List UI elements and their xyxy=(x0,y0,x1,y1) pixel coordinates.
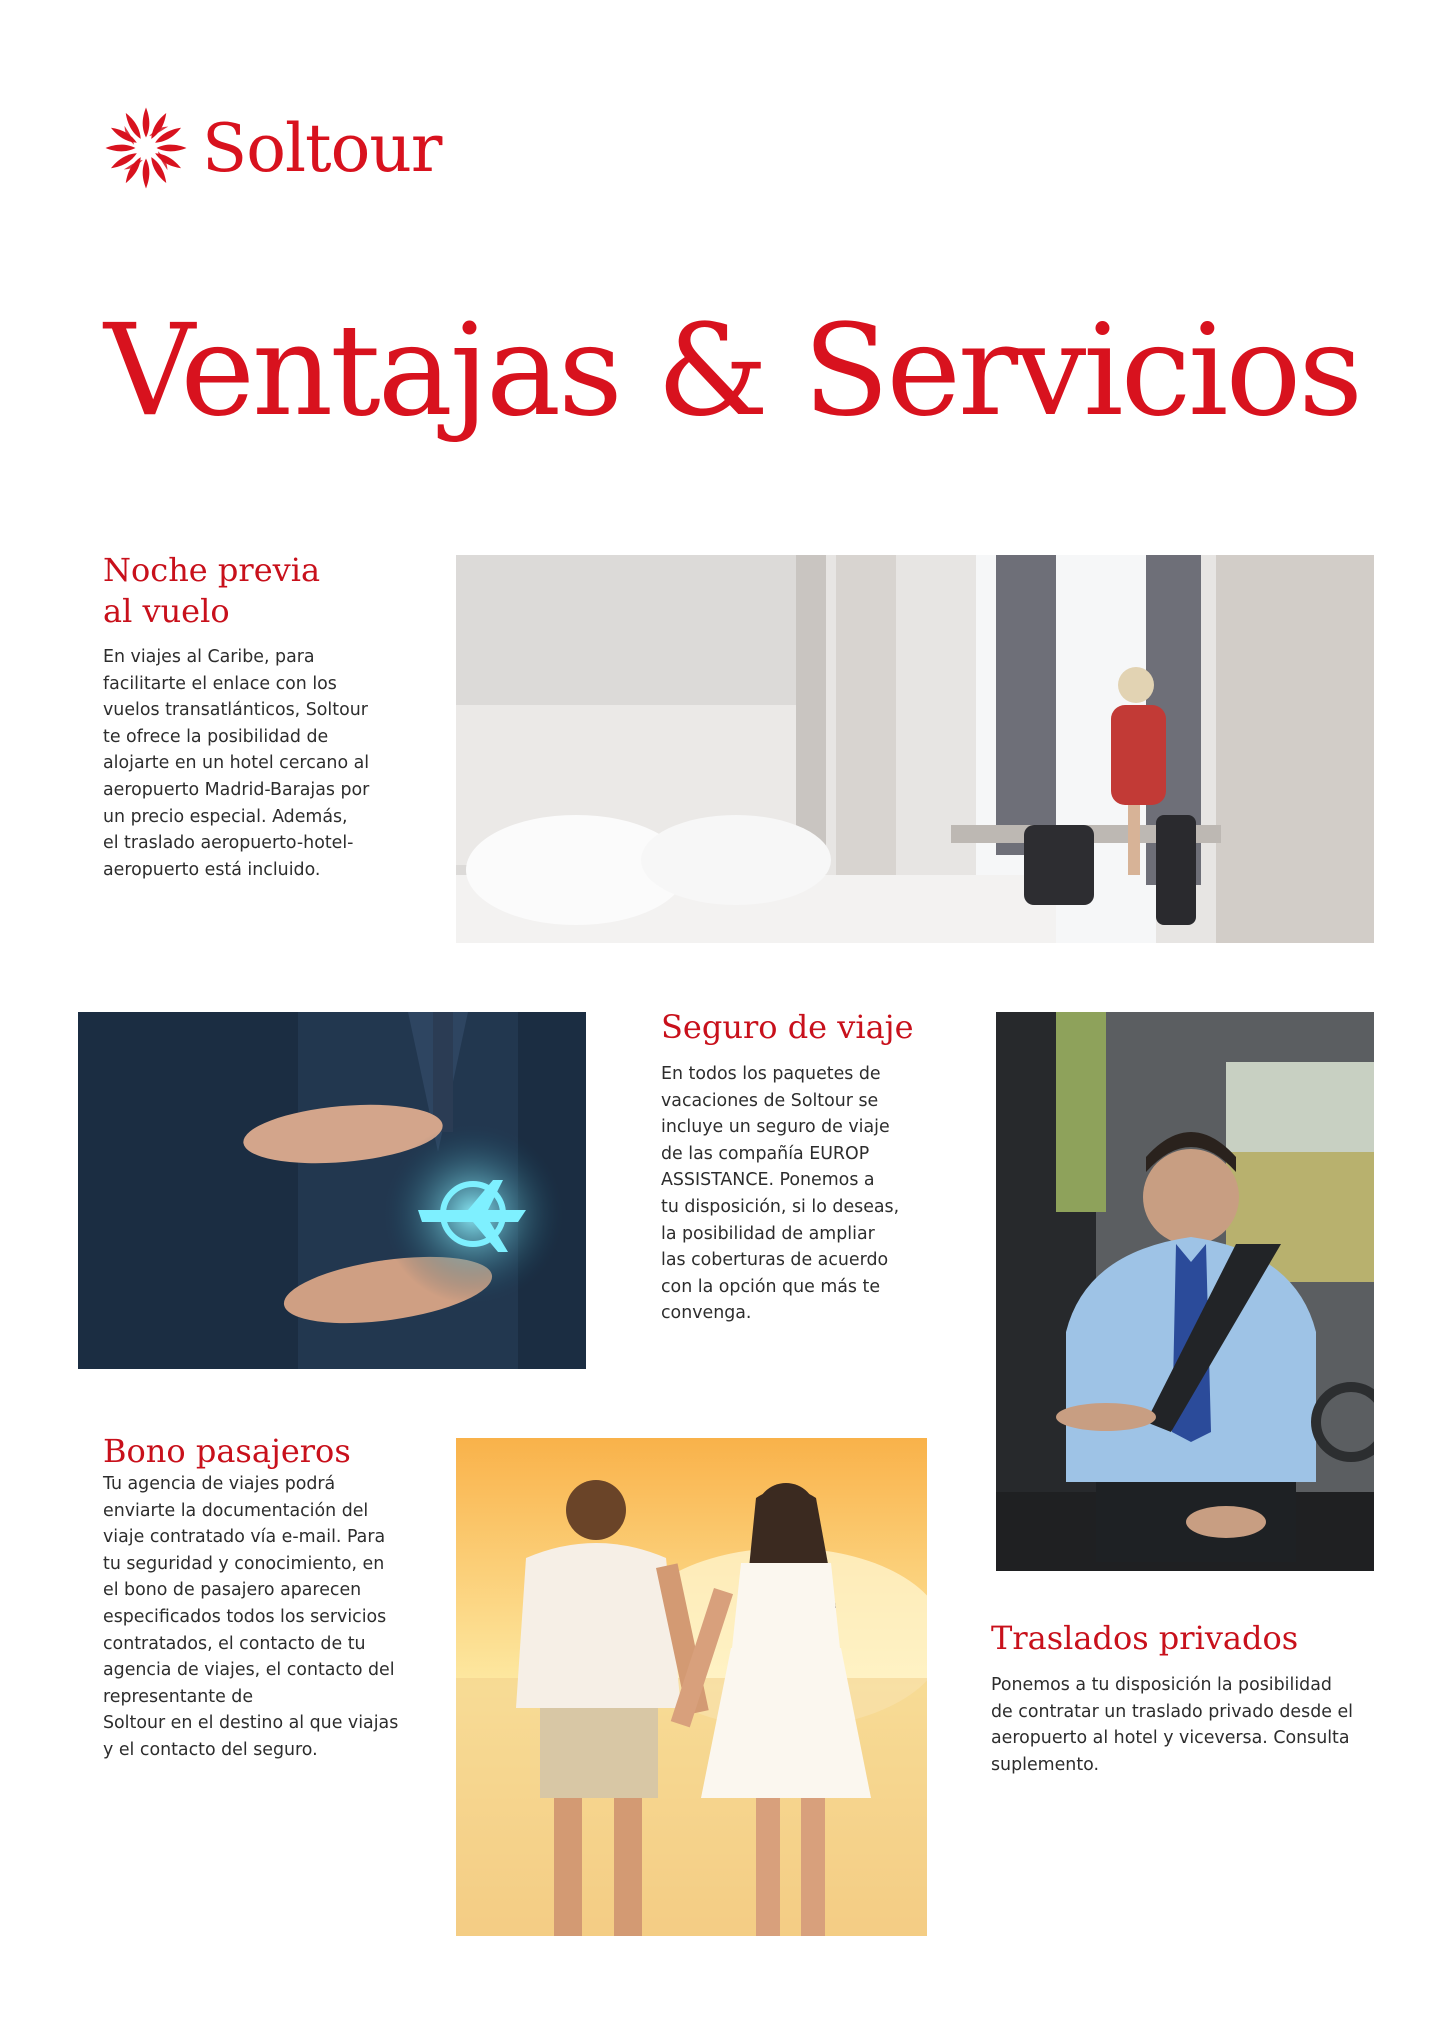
brand-logo xyxy=(102,100,462,196)
sun-icon xyxy=(102,104,190,192)
section-title-traslados: Traslados privados xyxy=(991,1619,1299,1657)
section-body-bono: Tu agencia de viajes podrá enviarte la documentación del viaje contratado vía e-mail. Para tu seguridad y conocimiento, en el bono de pasajero aparecen especificados todos los servicios contratados, el contacto de tu agencia de viajes, el contacto del representante de Soltour en el destino al que viajas y el contacto del seguro. xyxy=(103,1474,399,1760)
section-title-bono: Bono pasajeros xyxy=(103,1432,351,1470)
couple-beach-photo xyxy=(456,1438,927,1936)
section-body-traslados: Ponemos a tu disposición la posibilidad de contratar un traslado privado desde el aeropuerto al hotel y viceversa. Consulta suplemento. xyxy=(991,1675,1353,1775)
brand-name: Soltour xyxy=(202,109,442,187)
bus-driver-photo xyxy=(996,1012,1374,1571)
page-title: Ventajas & Servicios xyxy=(104,297,1360,444)
section-body-noche-previa: En viajes al Caribe, para facilitarte el enlace con los vuelos transatlánticos, Soltour te ofrece la posibilidad de alojarte en un hotel cercano al aeropuerto Madrid-Barajas por un precio especial. Además, el traslado aeropuerto-hotel- aeropuerto está incluido. xyxy=(103,647,370,880)
hotel-room-photo xyxy=(456,555,1374,943)
travel-insurance-photo xyxy=(78,1012,586,1369)
section-body-seguro: En todos los paquetes de vacaciones de Soltour se incluye un seguro de viaje de las compañía EUROP ASSISTANCE. Ponemos a tu disposición, si lo deseas, la posibilidad de ampliar las coberturas de acuerdo con la opción que más te convenga. xyxy=(661,1064,900,1324)
section-title-noche-previa: Noche previa al vuelo xyxy=(103,551,321,630)
section-title-seguro: Seguro de viaje xyxy=(661,1008,914,1046)
